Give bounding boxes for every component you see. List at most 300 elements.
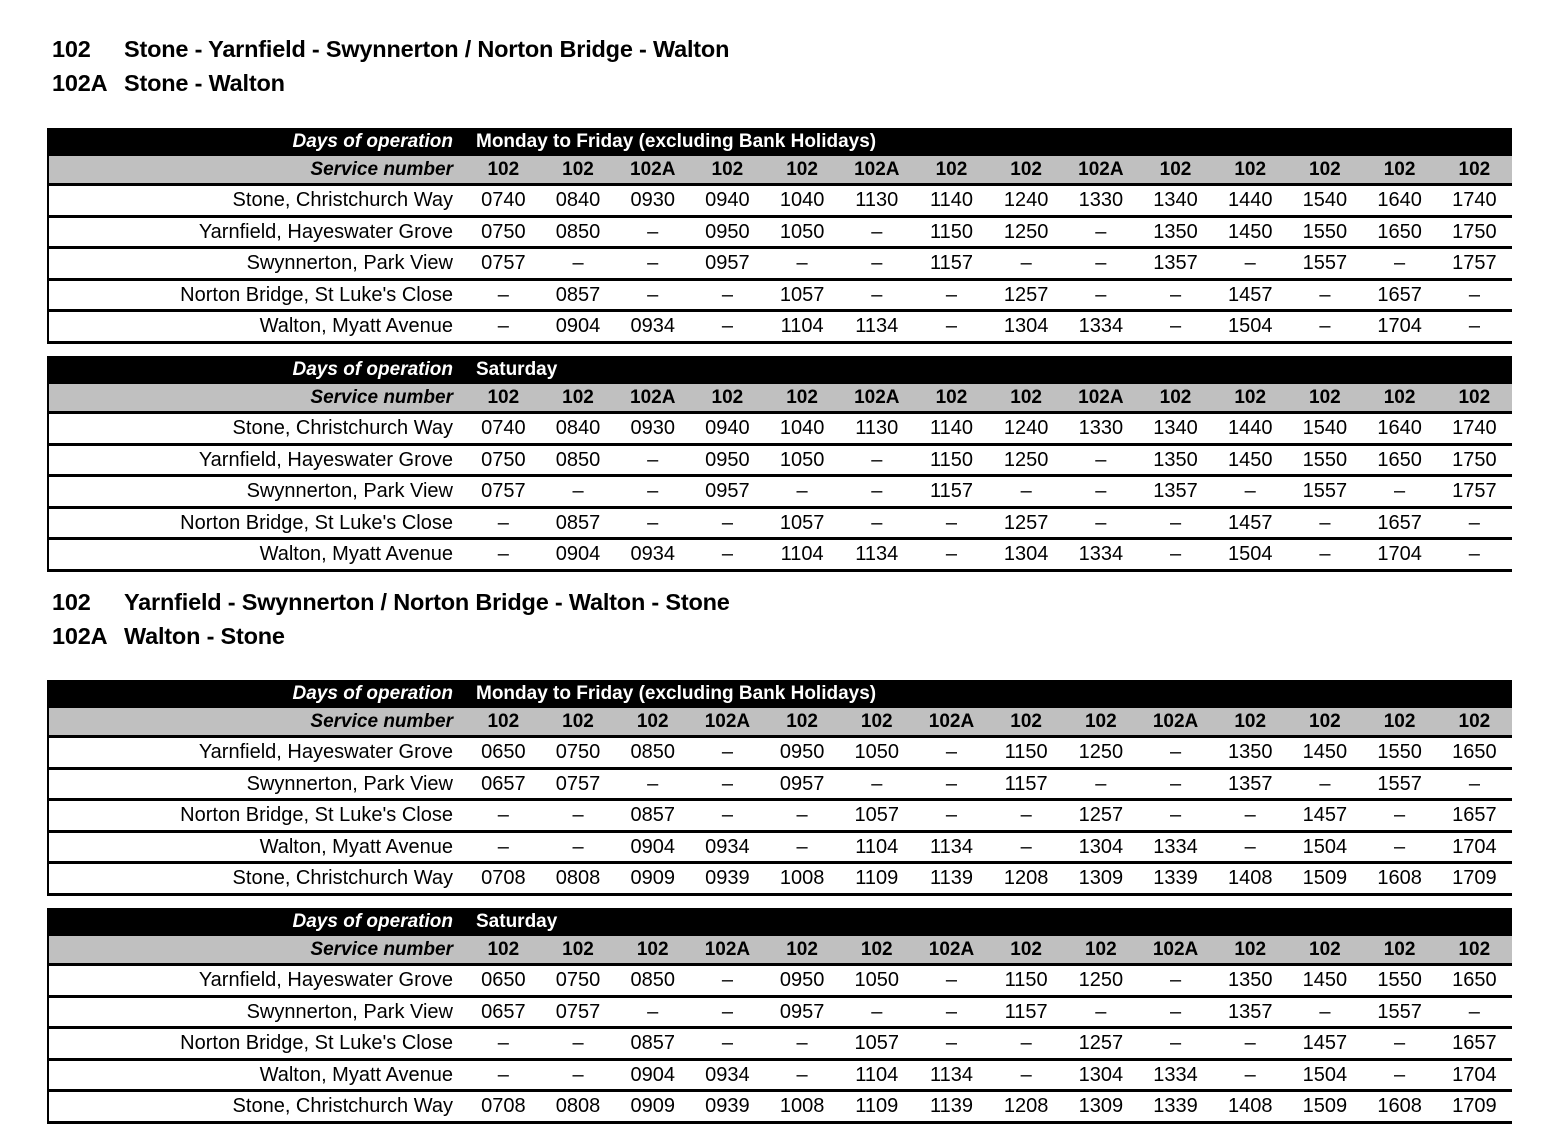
stop-name: Yarnfield, Hayeswater Grove (48, 216, 466, 248)
departure-time: 0934 (615, 311, 690, 343)
service-number-row (48, 384, 1512, 413)
service-number: 102 (1288, 384, 1363, 413)
days-of-operation-value: Monday to Friday (excluding Bank Holidays) (466, 680, 1512, 708)
days-of-operation-label: Days of operation (48, 908, 466, 936)
departure-time: 1304 (989, 311, 1064, 343)
departure-time: – (1138, 1028, 1213, 1060)
departure-time: 1250 (989, 444, 1064, 476)
departure-time: – (1437, 311, 1512, 343)
departure-time: – (1437, 539, 1512, 571)
departure-time: – (1362, 800, 1437, 832)
departure-time: 1240 (989, 413, 1064, 445)
table-row (48, 996, 1512, 1028)
departure-time: 0650 (466, 737, 541, 769)
departure-time: – (615, 248, 690, 280)
service-number: 102A (690, 708, 765, 737)
stop-name: Walton, Myatt Avenue (48, 1059, 466, 1091)
departure-time: 1350 (1138, 216, 1213, 248)
table-row (48, 507, 1512, 539)
service-number: 102A (914, 708, 989, 737)
service-number: 102 (989, 708, 1064, 737)
departure-time: 1339 (1138, 1091, 1213, 1123)
departure-time: 1357 (1213, 996, 1288, 1028)
departure-time: 1140 (914, 185, 989, 217)
service-number: 102A (690, 936, 765, 965)
departure-time: 1650 (1362, 444, 1437, 476)
departure-time: – (1138, 539, 1213, 571)
route-heading-line (52, 66, 729, 100)
departure-time: 1408 (1213, 863, 1288, 895)
departure-time: 1104 (839, 1059, 914, 1091)
departure-time: 1304 (1064, 831, 1139, 863)
timetable-outbound-weekday (47, 128, 1512, 344)
route-heading-outbound (52, 32, 729, 100)
departure-time: – (690, 539, 765, 571)
departure-time: 1440 (1213, 413, 1288, 445)
departure-time: 1504 (1288, 1059, 1363, 1091)
departure-time: 1334 (1138, 831, 1213, 863)
departure-time: – (1138, 507, 1213, 539)
service-number: 102 (690, 156, 765, 185)
route-number: 102 (52, 589, 91, 615)
departure-time: 1650 (1437, 737, 1512, 769)
days-of-operation-label: Days of operation (48, 680, 466, 708)
service-number: 102 (1288, 936, 1363, 965)
departure-time: 1339 (1138, 863, 1213, 895)
departure-time: 0950 (765, 965, 840, 997)
departure-time: 1704 (1362, 311, 1437, 343)
departure-time: – (989, 800, 1064, 832)
departure-time: 0957 (690, 248, 765, 280)
departure-time: 1309 (1064, 863, 1139, 895)
departure-time: 0939 (690, 1091, 765, 1123)
departure-time: – (1064, 444, 1139, 476)
departure-time: 0950 (690, 444, 765, 476)
departure-time: – (989, 476, 1064, 508)
service-number: 102 (541, 936, 616, 965)
service-number: 102 (1288, 156, 1363, 185)
departure-time: 1640 (1362, 413, 1437, 445)
departure-time: – (466, 279, 541, 311)
departure-time: 1457 (1288, 1028, 1363, 1060)
departure-time: – (1138, 996, 1213, 1028)
route-heading-return (52, 585, 730, 653)
departure-time: – (1213, 476, 1288, 508)
route-description: Yarnfield - Swynnerton / Norton Bridge - Walton - Stone (124, 589, 730, 615)
departure-time: 1650 (1437, 965, 1512, 997)
departure-time: 0840 (541, 185, 616, 217)
departure-time: 0740 (466, 185, 541, 217)
table-row (48, 768, 1512, 800)
route-number: 102A (52, 70, 108, 96)
days-of-operation-label: Days of operation (48, 356, 466, 384)
departure-time: – (1288, 311, 1363, 343)
departure-time: – (466, 539, 541, 571)
table-row (48, 539, 1512, 571)
departure-time: – (1064, 216, 1139, 248)
service-number-label: Service number (48, 936, 466, 965)
departure-time: – (839, 279, 914, 311)
departure-time: – (1064, 476, 1139, 508)
service-number: 102 (466, 936, 541, 965)
service-number: 102 (765, 384, 840, 413)
departure-time: 0950 (690, 216, 765, 248)
departure-time: 1557 (1362, 768, 1437, 800)
departure-time: 1704 (1437, 831, 1512, 863)
departure-time: – (466, 1059, 541, 1091)
service-number-label: Service number (48, 708, 466, 737)
departure-time: 1304 (1064, 1059, 1139, 1091)
departure-time: 1057 (765, 507, 840, 539)
days-of-operation-row (48, 908, 1512, 936)
departure-time: 1257 (989, 507, 1064, 539)
departure-time: – (914, 965, 989, 997)
departure-time: 1257 (1064, 800, 1139, 832)
departure-time: 1650 (1362, 216, 1437, 248)
departure-time: 1008 (765, 863, 840, 895)
departure-time: 0939 (690, 863, 765, 895)
service-number: 102A (615, 156, 690, 185)
departure-time: – (914, 768, 989, 800)
departure-time: 1740 (1437, 185, 1512, 217)
departure-time: 1457 (1213, 279, 1288, 311)
service-number: 102 (541, 384, 616, 413)
table-row (48, 185, 1512, 217)
stop-name: Swynnerton, Park View (48, 768, 466, 800)
departure-time: 0904 (615, 1059, 690, 1091)
departure-time: 1350 (1213, 965, 1288, 997)
departure-time: 1350 (1213, 737, 1288, 769)
table-row (48, 1028, 1512, 1060)
departure-time: 0957 (690, 476, 765, 508)
departure-time: – (914, 279, 989, 311)
departure-time: 1750 (1437, 216, 1512, 248)
departure-time: 0840 (541, 413, 616, 445)
departure-time: 1104 (765, 311, 840, 343)
service-number: 102 (1437, 936, 1512, 965)
departure-time: – (541, 476, 616, 508)
departure-time: 0950 (765, 737, 840, 769)
departure-time: 1330 (1064, 185, 1139, 217)
service-number: 102 (1213, 936, 1288, 965)
table-row (48, 863, 1512, 895)
departure-time: 1334 (1064, 311, 1139, 343)
days-of-operation-row (48, 356, 1512, 384)
departure-time: 0808 (541, 863, 616, 895)
table-row (48, 831, 1512, 863)
departure-time: – (839, 444, 914, 476)
departure-time: – (914, 507, 989, 539)
departure-time: – (1064, 996, 1139, 1028)
service-number: 102A (914, 936, 989, 965)
route-number: 102 (52, 36, 91, 62)
service-number: 102 (466, 156, 541, 185)
days-of-operation-value: Saturday (466, 908, 1512, 936)
departure-time: 0750 (541, 737, 616, 769)
departure-time: 1608 (1362, 863, 1437, 895)
timetable-return-weekday (47, 680, 1512, 896)
departure-time: 1540 (1288, 413, 1363, 445)
departure-time: 1757 (1437, 476, 1512, 508)
departure-time: – (839, 996, 914, 1028)
departure-time: 0930 (615, 185, 690, 217)
departure-time: – (1288, 539, 1363, 571)
departure-time: 0750 (466, 444, 541, 476)
stop-name: Stone, Christchurch Way (48, 863, 466, 895)
stop-name: Norton Bridge, St Luke's Close (48, 1028, 466, 1060)
departure-time: 1309 (1064, 1091, 1139, 1123)
departure-time: 0857 (615, 1028, 690, 1060)
departure-time: 0909 (615, 863, 690, 895)
timetable-return-saturday (47, 908, 1512, 1124)
departure-time: – (914, 737, 989, 769)
departure-time: 1550 (1288, 444, 1363, 476)
departure-time: – (914, 1028, 989, 1060)
service-number: 102 (839, 936, 914, 965)
departure-time: – (615, 476, 690, 508)
departure-time: – (541, 800, 616, 832)
departure-time: 1050 (839, 965, 914, 997)
departure-time: 0904 (541, 311, 616, 343)
departure-time: 0904 (615, 831, 690, 863)
timetable-outbound-saturday (47, 356, 1512, 572)
departure-time: – (765, 831, 840, 863)
departure-time: – (989, 1059, 1064, 1091)
departure-time: – (1288, 279, 1363, 311)
departure-time: 0757 (541, 996, 616, 1028)
departure-time: 0857 (541, 279, 616, 311)
departure-time: 1250 (1064, 737, 1139, 769)
departure-time: 1740 (1437, 413, 1512, 445)
departure-time: 1157 (914, 476, 989, 508)
departure-time: – (690, 507, 765, 539)
service-number: 102 (541, 708, 616, 737)
service-number: 102 (989, 156, 1064, 185)
departure-time: 1104 (765, 539, 840, 571)
service-number: 102 (1064, 936, 1139, 965)
departure-time: – (1288, 768, 1363, 800)
departure-time: – (914, 311, 989, 343)
departure-time: 1050 (765, 216, 840, 248)
departure-time: 1340 (1138, 185, 1213, 217)
service-number: 102 (765, 936, 840, 965)
stop-name: Yarnfield, Hayeswater Grove (48, 965, 466, 997)
departure-time: 1040 (765, 185, 840, 217)
departure-time: 1657 (1362, 279, 1437, 311)
departure-time: 0708 (466, 1091, 541, 1123)
service-number: 102 (1437, 384, 1512, 413)
departure-time: 1704 (1437, 1059, 1512, 1091)
stop-name: Walton, Myatt Avenue (48, 831, 466, 863)
service-number-row (48, 156, 1512, 185)
departure-time: 1504 (1213, 539, 1288, 571)
departure-time: 0650 (466, 965, 541, 997)
departure-time: 1050 (839, 737, 914, 769)
departure-time: – (615, 507, 690, 539)
departure-time: 1334 (1138, 1059, 1213, 1091)
departure-time: 0940 (690, 185, 765, 217)
route-heading-line (52, 619, 730, 653)
service-number: 102 (541, 156, 616, 185)
departure-time: – (989, 1028, 1064, 1060)
departure-time: – (615, 768, 690, 800)
days-of-operation-row (48, 128, 1512, 156)
departure-time: – (1362, 476, 1437, 508)
service-number: 102A (1064, 156, 1139, 185)
departure-time: 0757 (466, 248, 541, 280)
departure-time: 1440 (1213, 185, 1288, 217)
service-number: 102 (1213, 708, 1288, 737)
table-row (48, 444, 1512, 476)
departure-time: 1657 (1437, 1028, 1512, 1060)
departure-time: – (765, 248, 840, 280)
departure-time: 1557 (1288, 248, 1363, 280)
stop-name: Norton Bridge, St Luke's Close (48, 507, 466, 539)
departure-time: 0934 (690, 1059, 765, 1091)
departure-time: – (615, 216, 690, 248)
service-number: 102A (1138, 708, 1213, 737)
departure-time: 1134 (914, 831, 989, 863)
service-number: 102 (839, 708, 914, 737)
service-number: 102 (1064, 708, 1139, 737)
departure-time: 1450 (1288, 737, 1363, 769)
departure-time: 1640 (1362, 185, 1437, 217)
departure-time: – (839, 476, 914, 508)
departure-time: 1208 (989, 1091, 1064, 1123)
table-row (48, 216, 1512, 248)
service-number-row (48, 936, 1512, 965)
departure-time: 1550 (1362, 965, 1437, 997)
departure-time: – (1213, 1028, 1288, 1060)
service-number: 102 (1437, 708, 1512, 737)
departure-time: 0850 (615, 737, 690, 769)
departure-time: 0957 (765, 996, 840, 1028)
departure-time: 1257 (1064, 1028, 1139, 1060)
departure-time: – (466, 800, 541, 832)
departure-time: – (765, 476, 840, 508)
departure-time: – (1213, 248, 1288, 280)
departure-time: – (466, 1028, 541, 1060)
departure-time: 1104 (839, 831, 914, 863)
departure-time: 1750 (1437, 444, 1512, 476)
departure-time: 1408 (1213, 1091, 1288, 1123)
departure-time: – (914, 800, 989, 832)
route-number: 102A (52, 623, 108, 649)
departure-time: 0750 (466, 216, 541, 248)
departure-time: – (541, 248, 616, 280)
departure-time: – (690, 311, 765, 343)
departure-time: – (1138, 279, 1213, 311)
departure-time: 1134 (839, 311, 914, 343)
departure-time: 1057 (839, 1028, 914, 1060)
departure-time: – (1288, 996, 1363, 1028)
service-number: 102A (615, 384, 690, 413)
departure-time: 1150 (989, 965, 1064, 997)
departure-time: 1304 (989, 539, 1064, 571)
departure-time: – (1437, 279, 1512, 311)
departure-time: 1704 (1362, 539, 1437, 571)
stop-name: Yarnfield, Hayeswater Grove (48, 737, 466, 769)
table-row (48, 413, 1512, 445)
departure-time: 0857 (541, 507, 616, 539)
departure-time: – (690, 996, 765, 1028)
departure-time: 1550 (1362, 737, 1437, 769)
table-row (48, 476, 1512, 508)
departure-time: 1157 (914, 248, 989, 280)
stop-name: Yarnfield, Hayeswater Grove (48, 444, 466, 476)
departure-time: – (1437, 996, 1512, 1028)
departure-time: 1550 (1288, 216, 1363, 248)
stop-name: Swynnerton, Park View (48, 248, 466, 280)
departure-time: – (1138, 800, 1213, 832)
departure-time: – (989, 248, 1064, 280)
service-number: 102 (1138, 384, 1213, 413)
service-number: 102 (615, 936, 690, 965)
departure-time: 0850 (541, 444, 616, 476)
service-number-label: Service number (48, 156, 466, 185)
departure-time: 1008 (765, 1091, 840, 1123)
departure-time: 0850 (541, 216, 616, 248)
stop-name: Walton, Myatt Avenue (48, 539, 466, 571)
service-number: 102A (839, 156, 914, 185)
departure-time: 0904 (541, 539, 616, 571)
departure-time: 1139 (914, 1091, 989, 1123)
departure-time: – (690, 800, 765, 832)
departure-time: 0757 (541, 768, 616, 800)
departure-time: – (541, 1059, 616, 1091)
departure-time: – (1362, 1059, 1437, 1091)
departure-time: – (839, 248, 914, 280)
service-number: 102 (1362, 708, 1437, 737)
departure-time: – (690, 279, 765, 311)
departure-time: – (690, 1028, 765, 1060)
days-of-operation-value: Monday to Friday (excluding Bank Holidays) (466, 128, 1512, 156)
departure-time: – (1064, 768, 1139, 800)
stop-name: Swynnerton, Park View (48, 476, 466, 508)
departure-time: 1757 (1437, 248, 1512, 280)
departure-time: 0909 (615, 1091, 690, 1123)
departure-time: – (1213, 1059, 1288, 1091)
departure-time: 1450 (1288, 965, 1363, 997)
service-number: 102 (989, 384, 1064, 413)
departure-time: 1130 (839, 413, 914, 445)
departure-time: – (1064, 279, 1139, 311)
stop-name: Norton Bridge, St Luke's Close (48, 279, 466, 311)
departure-time: – (839, 768, 914, 800)
table-row (48, 1059, 1512, 1091)
departure-time: 1150 (914, 444, 989, 476)
departure-time: – (466, 311, 541, 343)
departure-time: – (541, 1028, 616, 1060)
departure-time: 1509 (1288, 1091, 1363, 1123)
service-number: 102 (1213, 156, 1288, 185)
service-number: 102 (1362, 384, 1437, 413)
departure-time: 1509 (1288, 863, 1363, 895)
service-number-row (48, 708, 1512, 737)
departure-time: 0657 (466, 768, 541, 800)
route-heading-line (52, 585, 730, 619)
departure-time: 1250 (1064, 965, 1139, 997)
service-number-label: Service number (48, 384, 466, 413)
service-number: 102 (914, 384, 989, 413)
departure-time: – (1138, 737, 1213, 769)
departure-time: – (1362, 1028, 1437, 1060)
departure-time: – (839, 216, 914, 248)
departure-time: 0740 (466, 413, 541, 445)
departure-time: 1139 (914, 863, 989, 895)
service-number: 102 (765, 156, 840, 185)
route-description: Stone - Walton (124, 70, 285, 96)
